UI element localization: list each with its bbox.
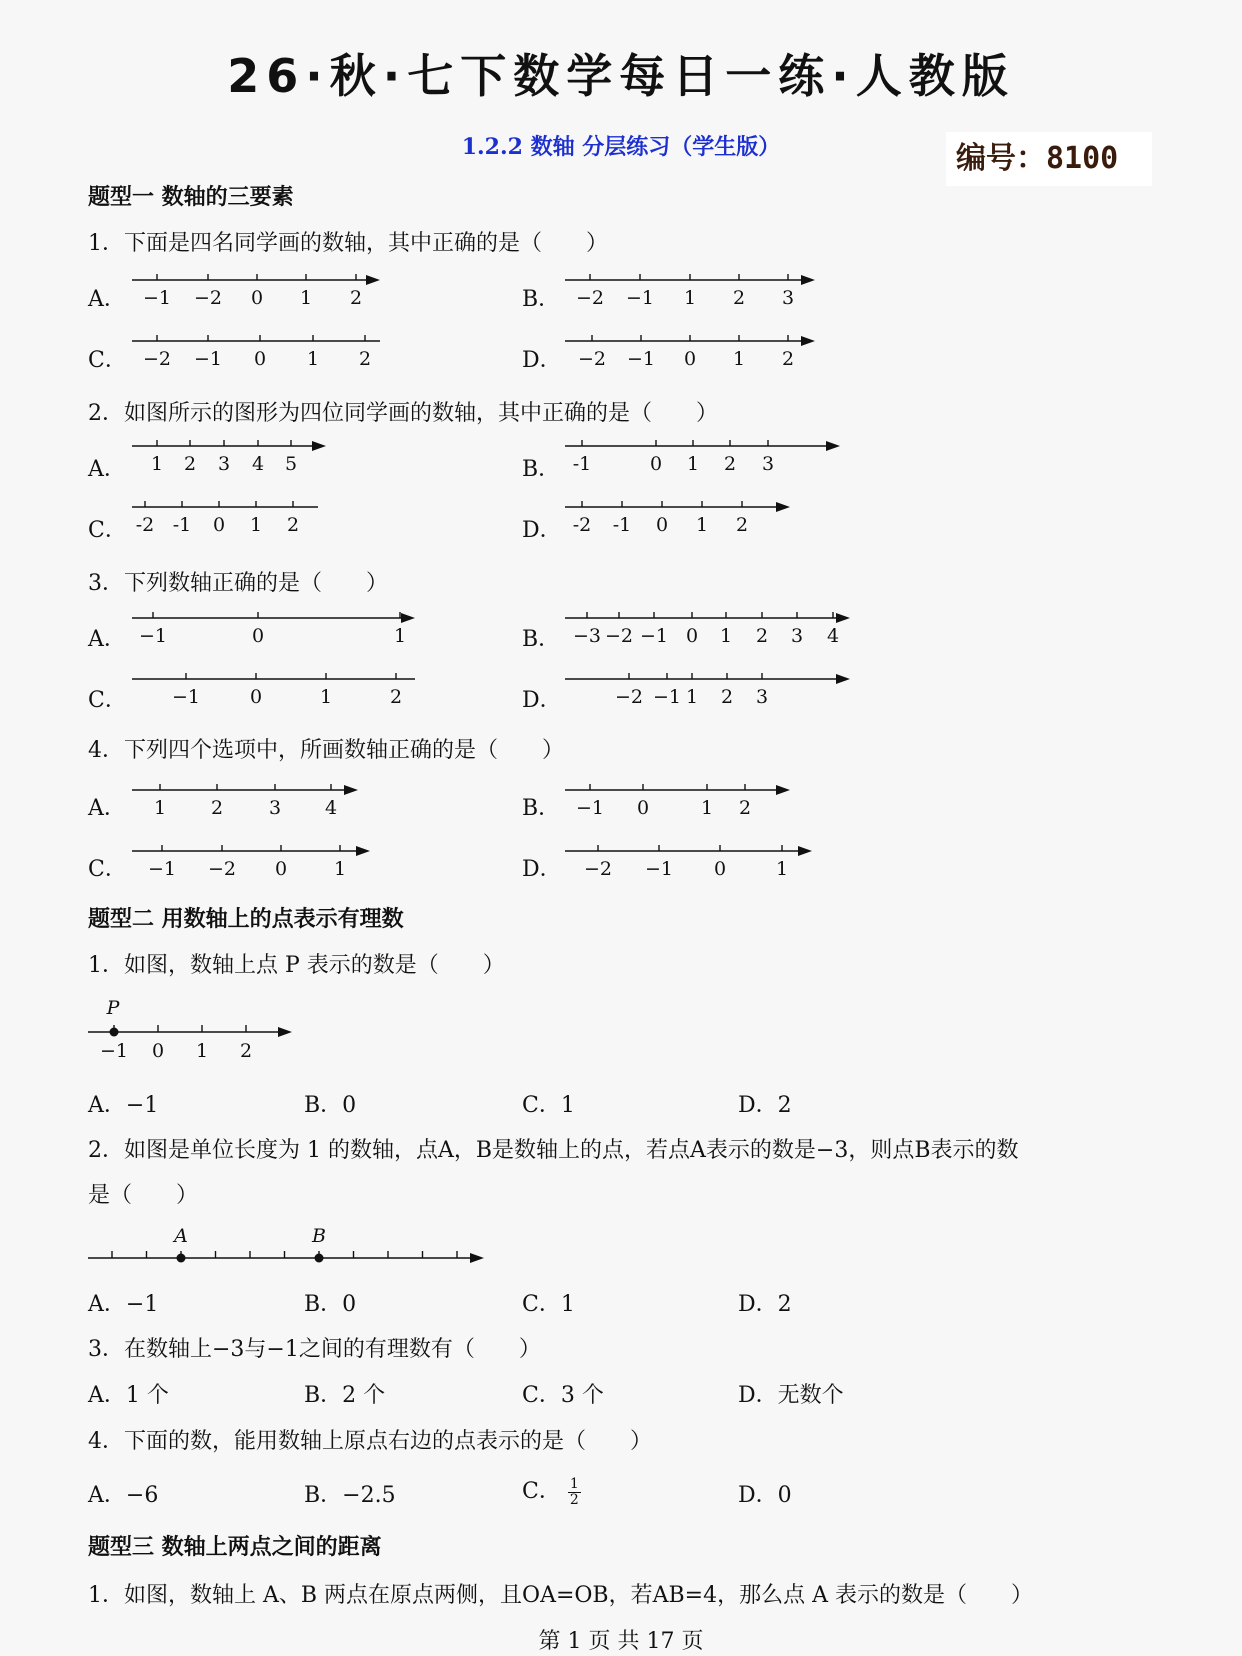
tick-label: −1 xyxy=(142,287,172,309)
point-a-label: A xyxy=(174,1225,188,1247)
point-p-label: P xyxy=(106,997,120,1019)
tick-label: 3 xyxy=(761,453,775,475)
s1-q4-text: 4．下列四个选项中，所画数轴正确的是（ ） xyxy=(88,738,564,763)
s1-q4-option-d-label: D． xyxy=(522,857,562,882)
tick-label: 2 xyxy=(286,514,300,536)
tick-label: 2 xyxy=(738,797,752,819)
tick-label: 3 xyxy=(781,287,795,309)
axis-arrow xyxy=(312,441,326,451)
axis-arrow xyxy=(836,613,850,623)
axis-arrow xyxy=(366,275,380,285)
tick-label: 1 xyxy=(319,686,333,708)
tick-label: −1 xyxy=(575,797,605,819)
s1-q3-option-c-label: C． xyxy=(88,688,127,713)
fraction-denominator: 2 xyxy=(569,1491,579,1508)
tick-label: 0 xyxy=(253,348,267,370)
s1-q2-option-c-label: C． xyxy=(88,518,127,543)
tick-label: −1 xyxy=(147,858,177,880)
tick-label: −2 xyxy=(142,348,172,370)
tick-label: −2 xyxy=(193,287,223,309)
s2-q2-choice-c: C．1 xyxy=(522,1292,575,1317)
tick-label: 1 xyxy=(153,797,167,819)
fraction-numerator: 1 xyxy=(569,1475,579,1492)
tick-label: 0 xyxy=(212,514,226,536)
tick-label: 0 xyxy=(655,514,669,536)
s2-q4-choice-b: B．−2.5 xyxy=(304,1483,396,1508)
tick-label: 2 xyxy=(732,287,746,309)
axis-arrow xyxy=(798,846,812,856)
s1-q1-text: 1．下面是四名同学画的数轴，其中正确的是（ ） xyxy=(88,231,608,256)
s1-q4-option-c-label: C． xyxy=(88,857,127,882)
axis-arrow xyxy=(278,1027,292,1037)
axis-arrow xyxy=(401,613,415,623)
axis-arrow xyxy=(776,502,790,512)
s2-q3-text: 3．在数轴上−3与−1之间的有理数有（ ） xyxy=(88,1337,541,1362)
tick-label: −1 xyxy=(99,1040,129,1062)
tick-label: 3 xyxy=(268,797,282,819)
tick-label: −2 xyxy=(583,858,613,880)
tick-label: 1 xyxy=(683,287,697,309)
tick-label: 2 xyxy=(210,797,224,819)
point-p-dot xyxy=(110,1028,119,1037)
tick-label: 2 xyxy=(389,686,403,708)
axis-arrow xyxy=(356,846,370,856)
s2-q2-choice-d: D．2 xyxy=(738,1292,792,1317)
point-b-label: B xyxy=(312,1225,326,1247)
lesson-subtitle: 1.2.2 数轴 分层练习（学生版） xyxy=(461,134,781,160)
tick-label: 2 xyxy=(239,1040,253,1062)
s1-q1-option-c-label: C． xyxy=(88,348,127,373)
tick-label: 1 xyxy=(393,625,407,647)
tick-label: 1 xyxy=(333,858,347,880)
s2-q4-choice-c xyxy=(522,1474,581,1508)
tick-label: 0 xyxy=(251,625,265,647)
tick-label: −1 xyxy=(639,625,669,647)
s1-q2-option-d-label: D． xyxy=(522,518,562,543)
tick-label: 2 xyxy=(781,348,795,370)
point-b-dot xyxy=(315,1254,324,1263)
s2-q4-choice-c-fraction xyxy=(568,1477,581,1508)
section-heading-1: 题型一 数轴的三要素 xyxy=(88,184,294,210)
tick-label: 5 xyxy=(284,453,298,475)
s2-q4-choice-d: D．0 xyxy=(738,1483,792,1508)
tick-label: 0 xyxy=(713,858,727,880)
tick-label: 0 xyxy=(636,797,650,819)
section-heading-2: 题型二 用数轴上的点表示有理数 xyxy=(88,906,404,932)
tick-label: −2 xyxy=(577,348,607,370)
s2-q4-choice-c-letter: C． xyxy=(522,1479,561,1504)
tick-label: 1 xyxy=(249,514,263,536)
s1-q4-option-b-label: B． xyxy=(522,796,561,821)
tick-label: 4 xyxy=(826,625,840,647)
tick-label: 1 xyxy=(686,453,700,475)
s1-q3-option-d-label: D． xyxy=(522,688,562,713)
s2-q3-choice-c: C．3 个 xyxy=(522,1383,604,1408)
tick-label: 4 xyxy=(251,453,265,475)
axis-arrow xyxy=(344,785,358,795)
s2-q4-text: 4．下面的数，能用数轴上原点右边的点表示的是（ ） xyxy=(88,1429,652,1454)
tick-label: 0 xyxy=(249,686,263,708)
tick-label: 0 xyxy=(683,348,697,370)
s1-q1-option-b-label: B． xyxy=(522,287,561,312)
tick-label: 4 xyxy=(324,797,338,819)
s2-q1-choice-a: A．−1 xyxy=(88,1093,159,1118)
s2-q1-choice-c: C．1 xyxy=(522,1093,575,1118)
tick-label: -2 xyxy=(572,514,592,536)
s1-q2-option-b-label: B． xyxy=(522,457,561,482)
tick-label: 1 xyxy=(700,797,714,819)
tick-label: −2 xyxy=(614,686,644,708)
tick-label: −2 xyxy=(604,625,634,647)
tick-label: 2 xyxy=(755,625,769,647)
axis-arrow xyxy=(801,275,815,285)
tick-label: -2 xyxy=(135,514,155,536)
tick-label: 0 xyxy=(649,453,663,475)
axis-arrow xyxy=(836,674,850,684)
tick-label: 1 xyxy=(732,348,746,370)
tick-label: −1 xyxy=(625,287,655,309)
tick-label: 2 xyxy=(720,686,734,708)
axis-arrow xyxy=(826,441,840,451)
tick-label: 1 xyxy=(150,453,164,475)
s1-q1-option-d-label: D． xyxy=(522,348,562,373)
s2-q3-choice-b: B．2 个 xyxy=(304,1383,386,1408)
tick-label: −3 xyxy=(572,625,602,647)
tick-label: 1 xyxy=(685,686,699,708)
tick-label: −1 xyxy=(626,348,656,370)
tick-label: −1 xyxy=(652,686,682,708)
tick-label: −1 xyxy=(644,858,674,880)
tick-label: -1 xyxy=(172,514,192,536)
s1-q3-option-a-label: A． xyxy=(88,627,126,652)
serial-number-badge: 编号：8100 xyxy=(946,132,1152,186)
tick-label: 2 xyxy=(183,453,197,475)
tick-label: −1 xyxy=(193,348,223,370)
s2-q2-text: 2．如图是单位长度为 1 的数轴，点A，B是数轴上的点，若点A表示的数是−3，则点B表示的数 xyxy=(88,1138,1019,1163)
tick-label: -1 xyxy=(572,453,592,475)
tick-label: 1 xyxy=(719,625,733,647)
s1-q2-option-a-label: A． xyxy=(88,457,126,482)
s3-q1-text: 1．如图，数轴上 A、B 两点在原点两侧，且OA=OB，若AB=4，那么点 A 表示的数是（ ） xyxy=(88,1583,1033,1608)
tick-label: 0 xyxy=(685,625,699,647)
s1-q4-option-a-label: A． xyxy=(88,796,126,821)
tick-label: 2 xyxy=(358,348,372,370)
point-a-dot xyxy=(177,1254,186,1263)
tick-label: 1 xyxy=(306,348,320,370)
tick-label: 3 xyxy=(790,625,804,647)
s2-q1-choice-b: B．0 xyxy=(304,1093,357,1118)
s2-q1-choice-d: D．2 xyxy=(738,1093,792,1118)
tick-label: 0 xyxy=(250,287,264,309)
tick-label: 2 xyxy=(723,453,737,475)
tick-label: −1 xyxy=(138,625,168,647)
axis-arrow xyxy=(801,336,815,346)
s2-q2-text-cont: 是（ ） xyxy=(88,1183,199,1208)
tick-label: 2 xyxy=(349,287,363,309)
tick-label: 1 xyxy=(299,287,313,309)
s2-q1-text: 1．如图，数轴上点 P 表示的数是（ ） xyxy=(88,953,505,978)
tick-label: 0 xyxy=(151,1040,165,1062)
tick-label: −2 xyxy=(575,287,605,309)
page-title: 26·秋·七下数学每日一练·人教版 xyxy=(227,49,1015,103)
s1-q3-text: 3．下列数轴正确的是（ ） xyxy=(88,571,388,596)
tick-label: 3 xyxy=(217,453,231,475)
tick-label: -1 xyxy=(612,514,632,536)
s2-q2-choice-a: A．−1 xyxy=(88,1292,159,1317)
tick-label: −2 xyxy=(207,858,237,880)
tick-label: 3 xyxy=(755,686,769,708)
axis-arrow xyxy=(470,1253,484,1263)
s2-q3-choice-a: A．1 个 xyxy=(88,1383,169,1408)
section-heading-3: 题型三 数轴上两点之间的距离 xyxy=(88,1534,382,1560)
tick-label: −1 xyxy=(171,686,201,708)
tick-label: 1 xyxy=(775,858,789,880)
s1-q3-option-b-label: B． xyxy=(522,627,561,652)
tick-label: 0 xyxy=(274,858,288,880)
s2-q2-choice-b: B．0 xyxy=(304,1292,357,1317)
tick-label: 1 xyxy=(695,514,709,536)
axis-arrow xyxy=(776,785,790,795)
tick-label: 1 xyxy=(195,1040,209,1062)
page-footer: 第 1 页 共 17 页 xyxy=(538,1629,704,1654)
s2-q3-choice-d: D．无数个 xyxy=(738,1383,844,1408)
s1-q2-text: 2．如图所示的图形为四位同学画的数轴，其中正确的是（ ） xyxy=(88,401,718,426)
s2-q4-choice-a: A．−6 xyxy=(88,1483,159,1508)
tick-label: 2 xyxy=(735,514,749,536)
s1-q1-option-a-label: A． xyxy=(88,287,126,312)
